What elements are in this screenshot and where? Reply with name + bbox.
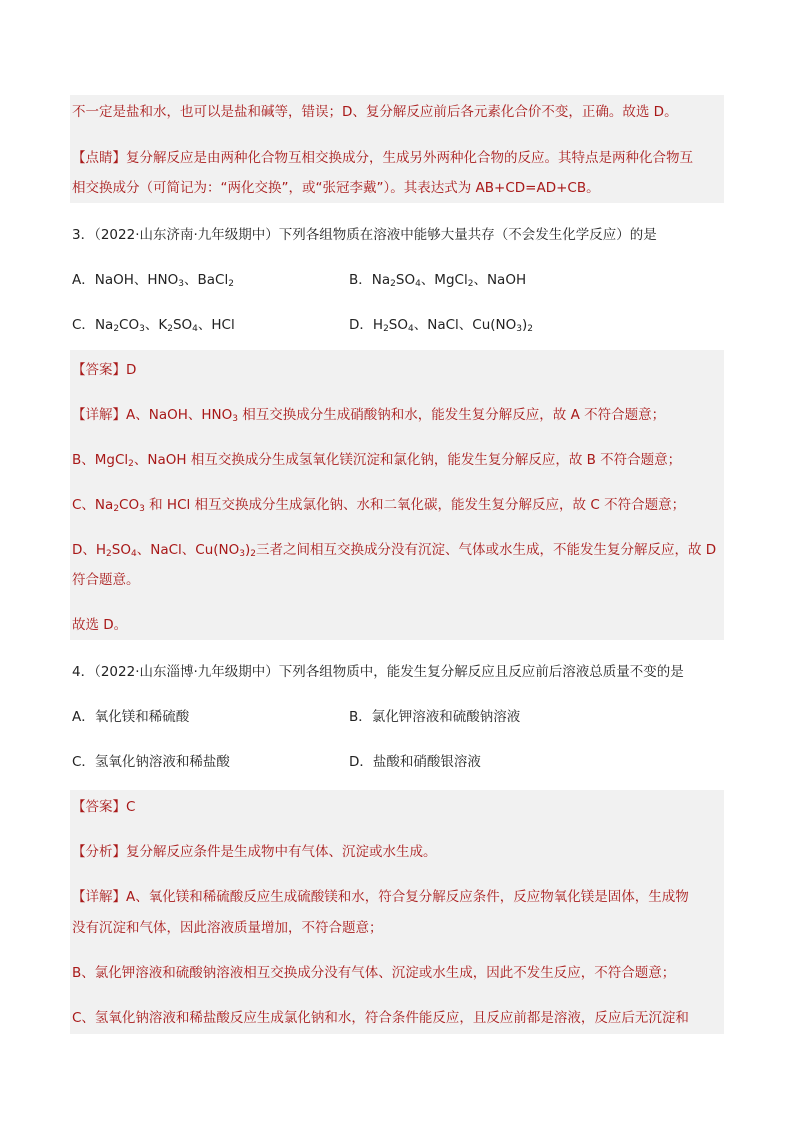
q3-option-c: C．$Na_2CO_3$、$K_2SO_4$、HCl [72, 317, 235, 334]
q4-analysis: 【分析】复分解反应条件是生成物中有气体、沉淀或水生成。 [72, 844, 437, 860]
q3-conclusion: 故选 D。 [72, 617, 128, 633]
q4-detail-a-line-1: 【详解】A、氧化镁和稀硫酸反应生成硫酸镁和水，符合复分解反应条件，反应物氧化镁是固体，生成物 [72, 889, 689, 905]
q4-answer: 【答案】C [72, 799, 136, 815]
q4-detail-b: B、氯化钾溶液和硫酸钠溶液相互交换成分没有气体、沉淀或水生成，因此不发生反应，不符合题意； [72, 965, 676, 981]
q3-detail-b: B、MgCl$_2$、NaOH 相互交换成分生成氢氧化镁沉淀和氯化钠，能发生复分解反应，故 B 不符合题意； [72, 452, 682, 469]
q3-stem: 3．（2022·山东济南·九年级期中）下列各组物质在溶液中能够大量共存（不会发生化学反应）的是 [72, 227, 657, 243]
q4-detail-a-line-2: 没有沉淀和气体，因此溶液质量增加，不符合题意； [72, 920, 383, 936]
q4-option-d: D．盐酸和硝酸银溶液 [349, 754, 481, 770]
q3-option-d: D．$H_2SO_4$、NaCl、$Cu(NO_3)_2$ [349, 317, 534, 334]
q4-stem: 4．（2022·山东淄博·九年级期中）下列各组物质中，能发生复分解反应且反应前后溶液总质量不变的是 [72, 664, 684, 680]
q4-option-a: A．氧化镁和稀硫酸 [72, 709, 190, 725]
point-label: 【点睛】 [72, 150, 126, 166]
q3-option-b: B．$Na_2SO_4$、MgCl$_2$、NaOH [349, 272, 527, 289]
q2-tail-line-1: 不一定是盐和水，也可以是盐和碱等，错误；D、复分解反应前后各元素化合价不变，正确。故选 D。 [72, 104, 678, 120]
shaded-band-q4 [70, 790, 724, 1034]
q2-point-line-1: 【点睛】复分解反应是由两种化合物互相交换成分，生成另外两种化合物的反应。其特点是两种化合物互 [72, 150, 693, 166]
q3-answer: 【答案】D [72, 362, 137, 378]
q3-detail-d-line-1: D、$H_2SO_4$、NaCl、$Cu(NO_3)_2$三者之间相互交换成分没有沉淀、气体或水生成，不能发生复分解反应，故 D [72, 542, 717, 559]
q4-option-b: B．氯化钾溶液和硫酸钠溶液 [349, 709, 521, 725]
q4-answer-value: C [126, 799, 136, 815]
q3-option-a: A．NaOH、$HNO_3$、BaCl$_2$ [72, 272, 234, 289]
q3-detail-a: 【详解】A、NaOH、$HNO_3$ 相互交换成分生成硝酸钠和水，能发生复分解反应，故 A 不符合题意； [72, 407, 666, 424]
q3-detail-c: C、$Na_2CO_3$ 和 HCl 相互交换成分生成氯化钠、水和二氧化碳，能发生复分解反应，故 C 不符合题意； [72, 497, 686, 514]
q4-detail-c: C、氢氧化钠溶液和稀盐酸反应生成氯化钠和水，符合条件能反应，且反应前都是溶液，反应后无沉淀和 [72, 1010, 689, 1026]
q4-option-c: C．氢氧化钠溶液和稀盐酸 [72, 754, 230, 770]
q2-point-line-2: 相交换成分（可简记为：“两化交换”，或“张冠李戴”）。其表达式为 AB+CD=AD+CB。 [72, 180, 600, 196]
formula: AB+CD=AD+CB [475, 180, 587, 196]
q3-detail-d-line-2: 符合题意。 [72, 572, 140, 588]
q3-answer-value: D [126, 362, 137, 378]
